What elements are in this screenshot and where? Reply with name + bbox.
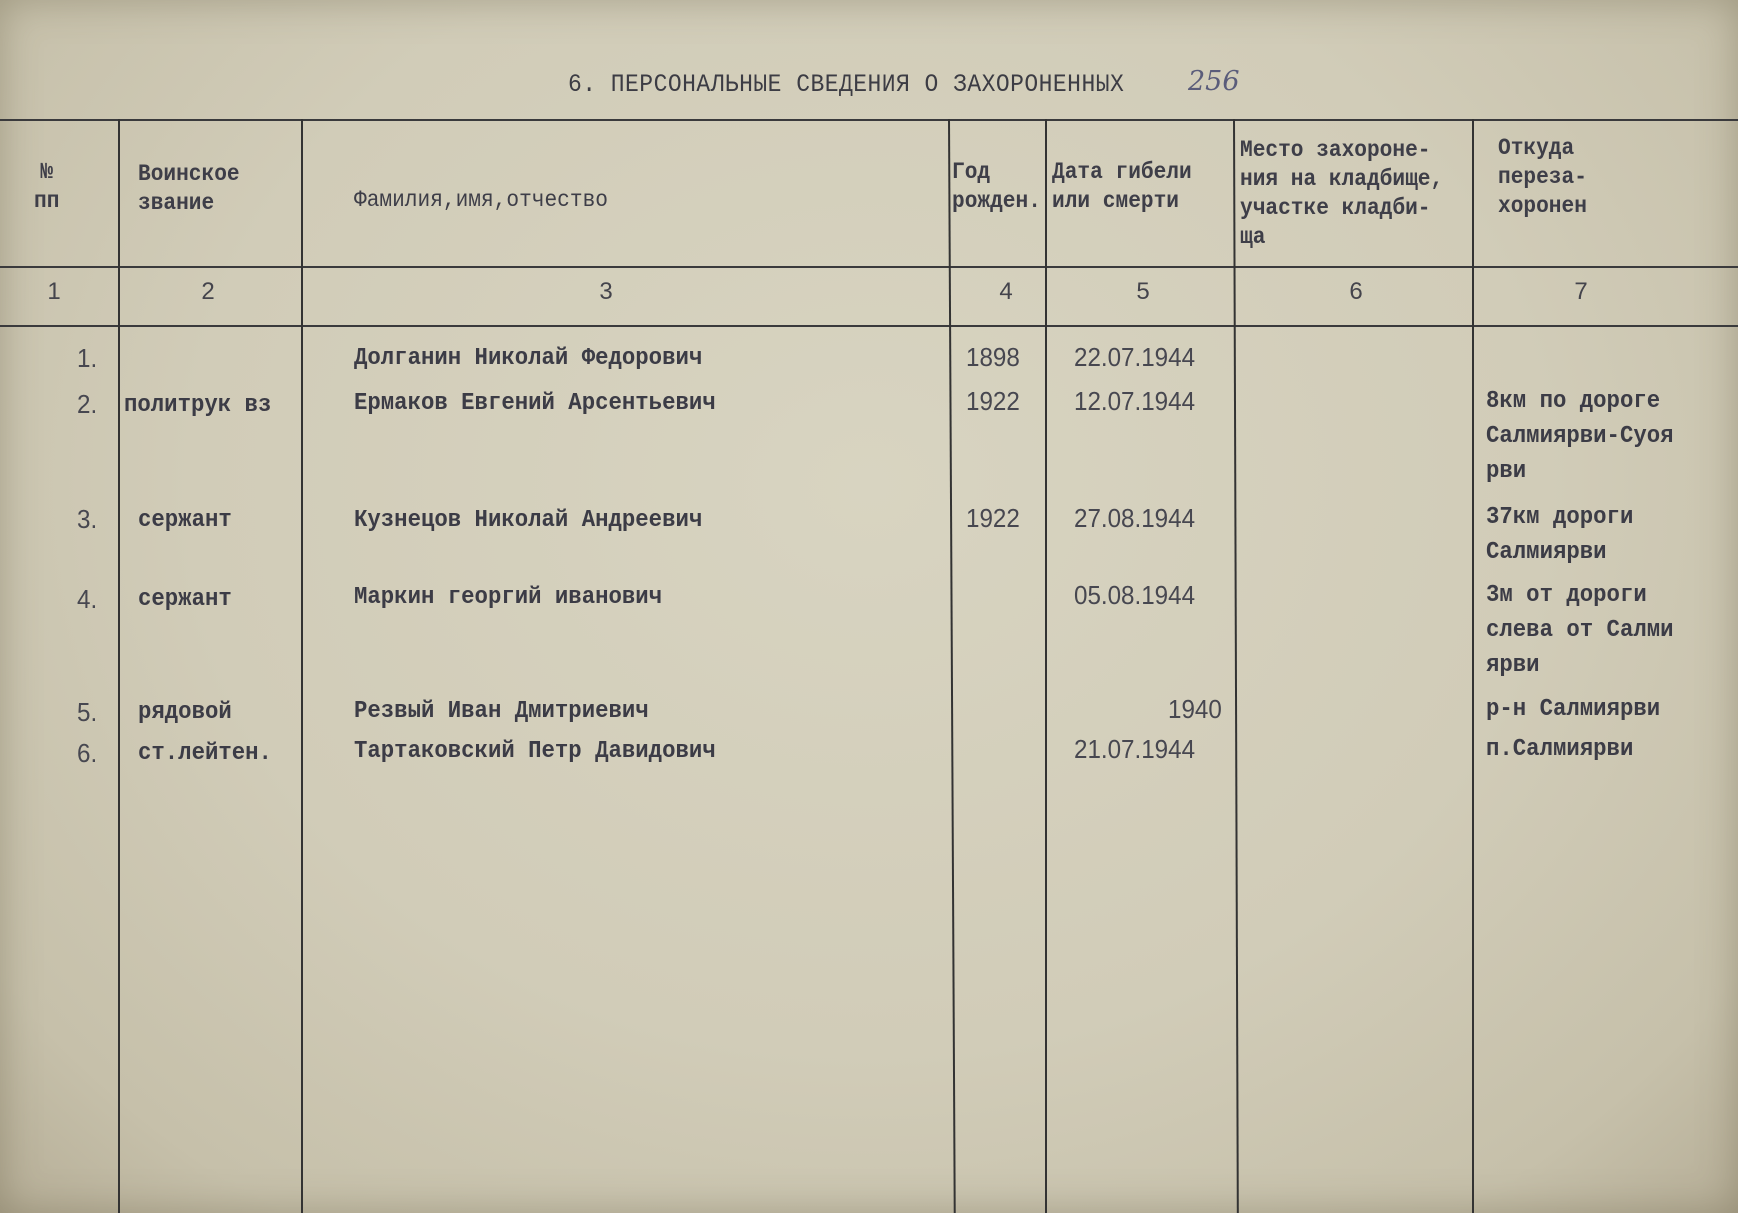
row-reburied-from: 8км по дороге Салмиярви-Суоя рви xyxy=(1486,388,1674,485)
column-divider-6 xyxy=(1472,119,1474,1213)
row-number: 3. xyxy=(77,504,98,534)
row-number: 2. xyxy=(77,389,98,419)
column-divider-2 xyxy=(301,119,303,1213)
row-reburied-from: 37км дороги Салмиярви xyxy=(1486,504,1634,566)
column-number-5: 5 xyxy=(1136,278,1150,305)
column-number-6: 6 xyxy=(1349,278,1363,305)
row-rank: сержант xyxy=(138,507,232,534)
column-number-4: 4 xyxy=(999,278,1013,305)
row-death-date: 12.07.1944 xyxy=(1074,386,1196,416)
row-number: 5. xyxy=(77,697,98,727)
header-row-number: № пп xyxy=(34,159,60,214)
row-death-date: 21.07.1944 xyxy=(1074,734,1196,764)
row-reburied-from: п.Салмиярви xyxy=(1486,736,1634,763)
table-top-rule xyxy=(0,119,1738,121)
row-birth-year: 1898 xyxy=(966,342,1020,372)
row-death-date: 22.07.1944 xyxy=(1074,342,1196,372)
column-number-7: 7 xyxy=(1574,278,1588,305)
row-death-date: 05.08.1944 xyxy=(1074,580,1196,610)
row-number: 1. xyxy=(77,343,98,373)
column-divider-3 xyxy=(948,119,956,1213)
row-birth-year: 1922 xyxy=(966,386,1020,416)
row-name: Резвый Иван Дмитриевич xyxy=(354,698,649,725)
column-divider-4 xyxy=(1045,119,1047,1213)
row-name: Маркин георгий иванович xyxy=(354,584,663,611)
header-death-date: Дата гибели или смерти xyxy=(1052,159,1192,214)
header-birth-year: Год рожден. xyxy=(952,159,1041,214)
header-burial-place: Место захороне- ния на кладбище, участке кладби- ща xyxy=(1240,137,1444,250)
column-number-3: 3 xyxy=(599,278,613,305)
row-name: Кузнецов Николай Андреевич xyxy=(354,507,703,534)
handwritten-sheet-number: 256 xyxy=(1188,66,1240,97)
row-reburied-from: 3м от дороги слева от Салми ярви xyxy=(1486,582,1674,679)
column-divider-5 xyxy=(1233,119,1239,1213)
header-reburied-from: Откуда переза- хоронен xyxy=(1498,135,1587,219)
row-name: Тартаковский Петр Давидович xyxy=(354,738,716,765)
row-name: Ермаков Евгений Арсентьевич xyxy=(354,390,716,417)
row-rank: ст.лейтен. xyxy=(138,740,272,767)
document-title: 6. ПЕРСОНАЛЬНЫЕ СВЕДЕНИЯ О ЗАХОРОНЕННЫХ xyxy=(568,70,1125,99)
column-divider-1 xyxy=(118,119,120,1213)
row-name: Долганин Николай Федорович xyxy=(354,345,703,372)
header-bottom-rule xyxy=(0,266,1738,268)
column-number-2: 2 xyxy=(201,278,215,305)
row-rank: политрук вз xyxy=(124,392,272,419)
column-number-rule xyxy=(0,325,1738,327)
column-number-1: 1 xyxy=(47,278,61,305)
row-rank: рядовой xyxy=(138,699,232,726)
row-reburied-from: р-н Салмиярви xyxy=(1486,696,1661,723)
row-death-date: 1940 xyxy=(1168,694,1222,724)
row-death-date: 27.08.1944 xyxy=(1074,503,1196,533)
row-birth-year: 1922 xyxy=(966,503,1020,533)
header-rank: Воинское звание xyxy=(138,161,240,216)
header-full-name: Фамилия,имя,отчество xyxy=(354,187,608,213)
row-number: 4. xyxy=(77,584,98,614)
row-number: 6. xyxy=(77,738,98,768)
row-rank: сержант xyxy=(138,586,232,613)
